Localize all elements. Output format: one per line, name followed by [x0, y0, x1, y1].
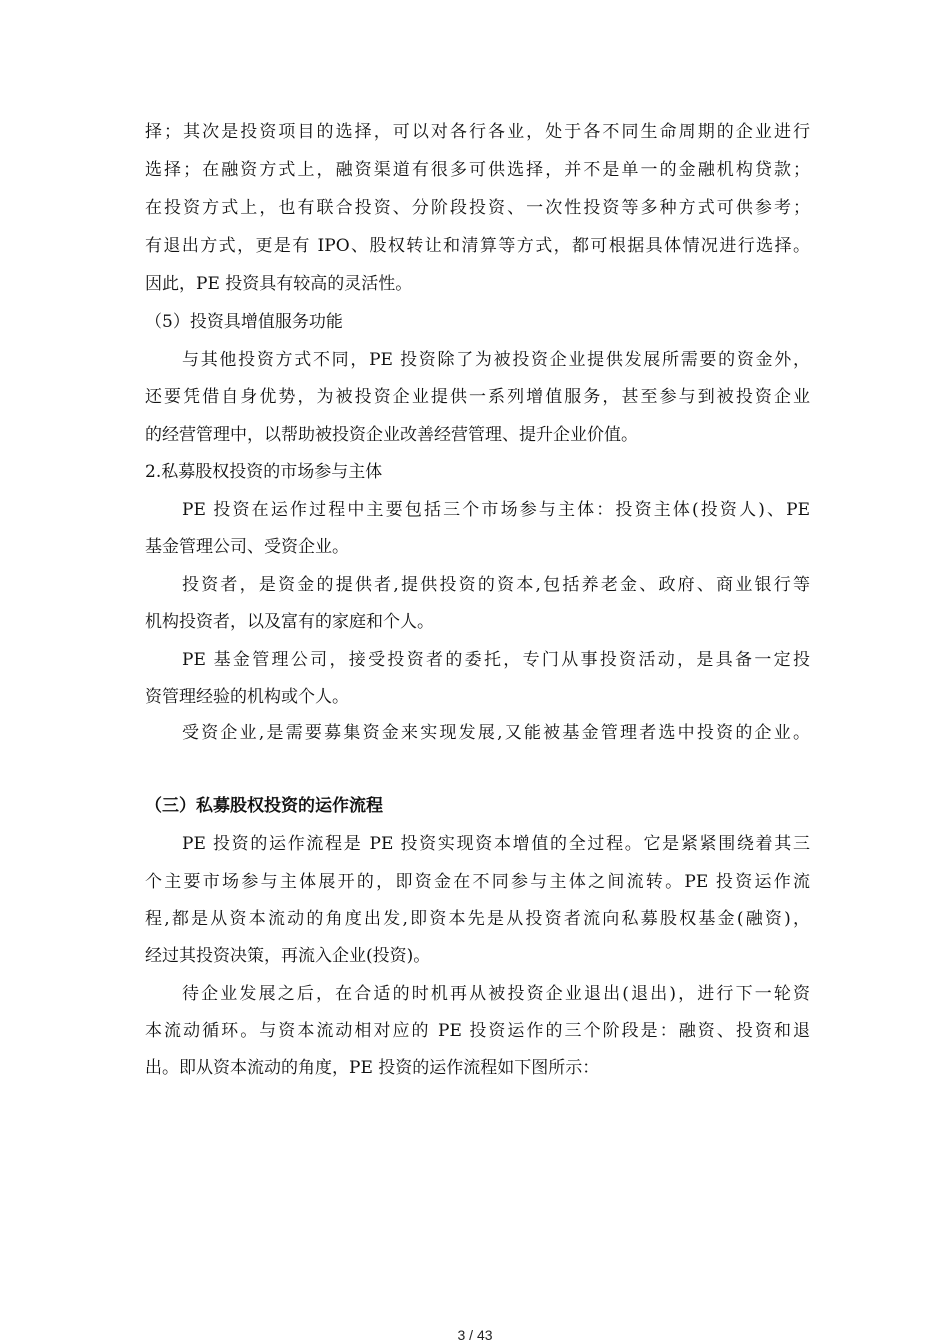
paragraph-line: 在投资方式上，也有联合投资、分阶段投资、一次性投资等多种方式可供参考； [145, 198, 810, 218]
paragraph-line: 选择；在融资方式上，融资渠道有很多可供选择，并不是单一的金融机构贷款； [145, 160, 810, 180]
paragraph-line: 本流动循环。与资本流动相对应的 PE 投资运作的三个阶段是：融资、投资和退 [145, 1021, 810, 1041]
paragraph-line: 个主要市场参与主体展开的，即资金在不同参与主体之间流转。PE 投资运作流 [145, 872, 810, 892]
paragraph-line: 投资者，是资金的提供者,提供投资的资本,包括养老金、政府、商业银行等 [182, 575, 810, 595]
paragraph-line: 经过其投资决策，再流入企业(投资)。 [145, 946, 431, 966]
paragraph-line: 的经营管理中，以帮助被投资企业改善经营管理、提升企业价值。 [145, 425, 638, 445]
page-number: 3 / 43 [457, 1327, 493, 1343]
paragraph-line: 受资企业,是需要募集资金来实现发展,又能被基金管理者选中投资的企业。 [182, 723, 810, 743]
paragraph-line: 因此，PE 投资具有较高的灵活性。 [145, 274, 413, 294]
paragraph-line: 出。即从资本流动的角度，PE 投资的运作流程如下图所示： [145, 1058, 600, 1078]
paragraph-line: 基金管理公司、受资企业。 [145, 537, 349, 557]
paragraph-line: PE 基金管理公司，接受投资者的委托，专门从事投资活动，是具备一定投 [182, 650, 810, 670]
subsection-heading: 2.私募股权投资的市场参与主体 [145, 462, 383, 482]
paragraph-line: 择；其次是投资项目的选择，可以对各行各业，处于各不同生命周期的企业进行 [145, 122, 810, 142]
subsection-heading: （5）投资具增值服务功能 [145, 312, 343, 332]
paragraph-line: 有退出方式，更是有 IPO、股权转让和清算等方式，都可根据具体情况进行选择。 [145, 236, 810, 256]
section-heading: （三）私募股权投资的运作流程 [145, 796, 383, 816]
paragraph-line: 还要凭借自身优势，为被投资企业提供一系列增值服务，甚至参与到被投资企业 [145, 387, 810, 407]
paragraph-line: 待企业发展之后，在合适的时机再从被投资企业退出(退出)，进行下一轮资 [182, 984, 810, 1004]
paragraph-line: 程,都是从资本流动的角度出发,即资本先是从投资者流向私募股权基金(融资)， [145, 909, 810, 929]
paragraph-line: PE 投资在运作过程中主要包括三个市场参与主体：投资主体(投资人)、PE [182, 500, 810, 520]
paragraph-line: 与其他投资方式不同，PE 投资除了为被投资企业提供发展所需要的资金外， [182, 350, 810, 370]
paragraph-line: PE 投资的运作流程是 PE 投资实现资本增值的全过程。它是紧紧围绕着其三 [182, 834, 810, 854]
paragraph-line: 资管理经验的机构或个人。 [145, 687, 349, 707]
paragraph-line: 机构投资者，以及富有的家庭和个人。 [145, 612, 434, 632]
